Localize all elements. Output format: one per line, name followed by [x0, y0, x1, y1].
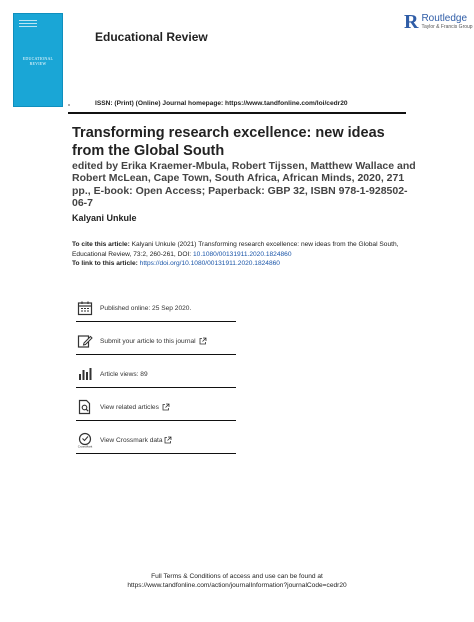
external-link-icon: [162, 398, 170, 416]
submit-article-row[interactable]: [76, 328, 236, 355]
article-views: Article views: 89: [100, 370, 148, 378]
terms-text: Full Terms & Conditions of access and use can be found at: [151, 573, 323, 580]
article-subtitle: edited by Erika Kraemer-Mbula, Robert Tijssen, Matthew Wallace and Robert McLean, Cape Town, South Africa, African Minds, 2020, 271 pp., E-book: Open Access; Paperback: GBP 32, ISBN 978-1-928502-06-7: [72, 160, 416, 209]
related-articles-row[interactable]: [76, 394, 236, 421]
journal-cover-thumbnail[interactable]: [13, 13, 71, 107]
crossmark-link[interactable]: View Crossmark data: [100, 436, 163, 444]
external-link-icon: [164, 431, 172, 449]
bar-chart-icon: [76, 365, 94, 383]
link-label: To link to this article:: [72, 260, 138, 267]
published-date: Published online: 25 Sep 2020.: [100, 304, 192, 312]
related-articles-link[interactable]: View related articles: [100, 403, 159, 411]
routledge-logo-icon: R: [404, 11, 419, 33]
crossmark-icon: [76, 431, 94, 449]
publisher-subtitle: Taylor & Francis Group: [421, 24, 473, 30]
journal-name[interactable]: Educational Review: [95, 30, 208, 44]
doi-link[interactable]: 10.1080/00131911.2020.1824860: [192, 250, 292, 258]
header-divider: [68, 112, 406, 114]
article-url-link[interactable]: https://doi.org/10.1080/00131911.2020.1824860: [139, 260, 280, 267]
cover-decoration: [19, 20, 37, 29]
article-author: Kalyani Unkule: [72, 213, 137, 223]
published-row: [76, 295, 236, 322]
article-title: Transforming research excellence: new ideas from the Global South: [72, 125, 385, 159]
issn-homepage-line[interactable]: ISSN: (Print) (Online) Journal homepage: https://www.tandfonline.com/loi/cedr20: [95, 100, 348, 107]
terms-url[interactable]: https://www.tandfonline.com/action/journalInformation?journalCode=cedr20: [127, 582, 347, 589]
crossmark-row[interactable]: [76, 427, 236, 454]
calendar-icon: [76, 299, 94, 317]
terms-footer: [0, 572, 474, 590]
article-views-row: [76, 361, 236, 388]
publisher-logo[interactable]: [404, 12, 473, 32]
cover-strip: [66, 20, 78, 113]
cite-text: Kalyani Unkule (2021) Transforming research excellence: new ideas from the Global South, Educational Review, 73:2, 260-261, DOI:: [72, 241, 399, 258]
document-search-icon: [76, 398, 94, 416]
publisher-name: Routledge: [421, 13, 468, 24]
citation-block: [72, 240, 402, 269]
cover-publisher-logo: R: [68, 103, 71, 107]
external-link-icon: [199, 332, 207, 350]
edit-icon: [76, 332, 94, 350]
svg-text:CrossMark: CrossMark: [77, 444, 93, 448]
cover-title: EDUCATIONAL REVIEW: [22, 56, 54, 66]
cite-label: To cite this article:: [72, 241, 130, 248]
submit-article-link[interactable]: Submit your article to this journal: [100, 337, 196, 345]
